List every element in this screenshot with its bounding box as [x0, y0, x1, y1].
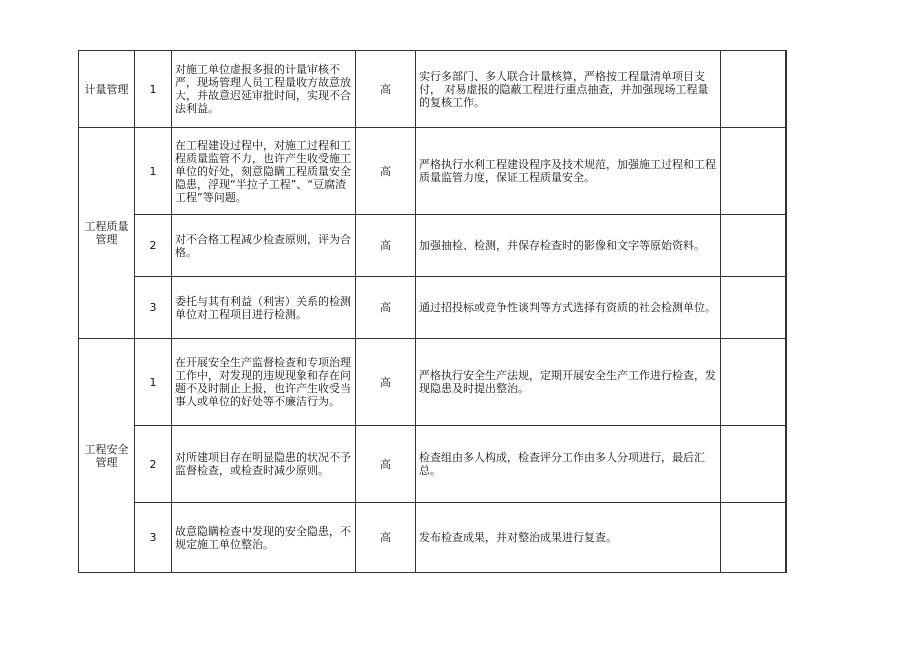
empty-cell: [786, 277, 787, 339]
table-row: [79, 426, 787, 503]
row-number: 3: [135, 503, 172, 573]
risk-level: 高: [356, 503, 416, 573]
table-row: [79, 277, 787, 339]
empty-cell: [721, 51, 786, 128]
category-cell: 工程安全管理: [79, 339, 135, 573]
row-number: 1: [135, 339, 172, 426]
row-number: 3: [135, 277, 172, 339]
risk-description: 对不合格工程减少检查原则，评为合格。: [172, 215, 356, 277]
risk-control-table: [78, 50, 787, 573]
empty-cell: [721, 215, 786, 277]
risk-level: 高: [356, 426, 416, 503]
risk-level: 高: [356, 277, 416, 339]
empty-cell: [786, 426, 787, 503]
category-cell: 计量管理: [79, 51, 135, 128]
risk-description: 对施工单位虚报多报的计量审核不严，现场管理人员工程量收方故意放大，并故意迟延审批时间，实现不合法利益。: [172, 51, 356, 128]
risk-level: 高: [356, 51, 416, 128]
risk-description: 委托与其有利益（利害）关系的检测单位对工程项目进行检测。: [172, 277, 356, 339]
table-row: [79, 215, 787, 277]
row-number: 2: [135, 426, 172, 503]
control-measure: 严格执行水利工程建设程序及技术规范，加强施工过程和工程质量监管力度，保证工程质量安全。: [416, 128, 721, 215]
table-row: [79, 339, 787, 426]
risk-description: 对所建项目存在明显隐患的状况不予监督检查，或检查时减少原则。: [172, 426, 356, 503]
risk-description: 在工程建设过程中，对施工过程和工程质量监管不力，也许产生收受施工单位的好处，刻意隐瞒工程质量安全隐患，浮现“半拉子工程”、“豆腐渣工程”等问题。: [172, 128, 356, 215]
risk-level: 高: [356, 339, 416, 426]
empty-cell: [721, 426, 786, 503]
risk-description: 故意隐瞒检查中发现的安全隐患，不规定施工单位整治。: [172, 503, 356, 573]
empty-cell: [721, 339, 786, 426]
control-measure: 发布检查成果，并对整治成果进行复查。: [416, 503, 721, 573]
risk-description: 在开展安全生产监督检查和专项治理工作中，对发现的违规现象和存在问题不及时制止上报，也许产生收受当事人或单位的好处等不廉洁行为。: [172, 339, 356, 426]
table-row: [79, 128, 787, 215]
empty-cell: [786, 503, 787, 573]
category-cell: 工程质量管理: [79, 128, 135, 339]
table-row: [79, 503, 787, 573]
empty-cell: [721, 503, 786, 573]
table-row: [79, 51, 787, 128]
empty-cell: [786, 215, 787, 277]
risk-level: 高: [356, 215, 416, 277]
control-measure: 检查组由多人构成，检查评分工作由多人分项进行，最后汇总。: [416, 426, 721, 503]
control-measure: 实行多部门、多人联合计量核算，严格按工程量清单项目支付， 对易虚报的隐蔽工程进行重点抽查，并加强现场工程量的复核工作。: [416, 51, 721, 128]
row-number: 2: [135, 215, 172, 277]
control-measure: 加强抽检、检测，并保存检查时的影像和文字等原始资料。: [416, 215, 721, 277]
control-measure: 严格执行安全生产法规，定期开展安全生产工作进行检查，发现隐患及时提出整治。: [416, 339, 721, 426]
row-number: 1: [135, 128, 172, 215]
control-measure: 通过招投标或竞争性谈判等方式选择有资质的社会检测单位。: [416, 277, 721, 339]
risk-level: 高: [356, 128, 416, 215]
empty-cell: [786, 128, 787, 215]
row-number: 1: [135, 51, 172, 128]
empty-cell: [786, 51, 787, 128]
empty-cell: [721, 128, 786, 215]
empty-cell: [721, 277, 786, 339]
empty-cell: [786, 339, 787, 426]
